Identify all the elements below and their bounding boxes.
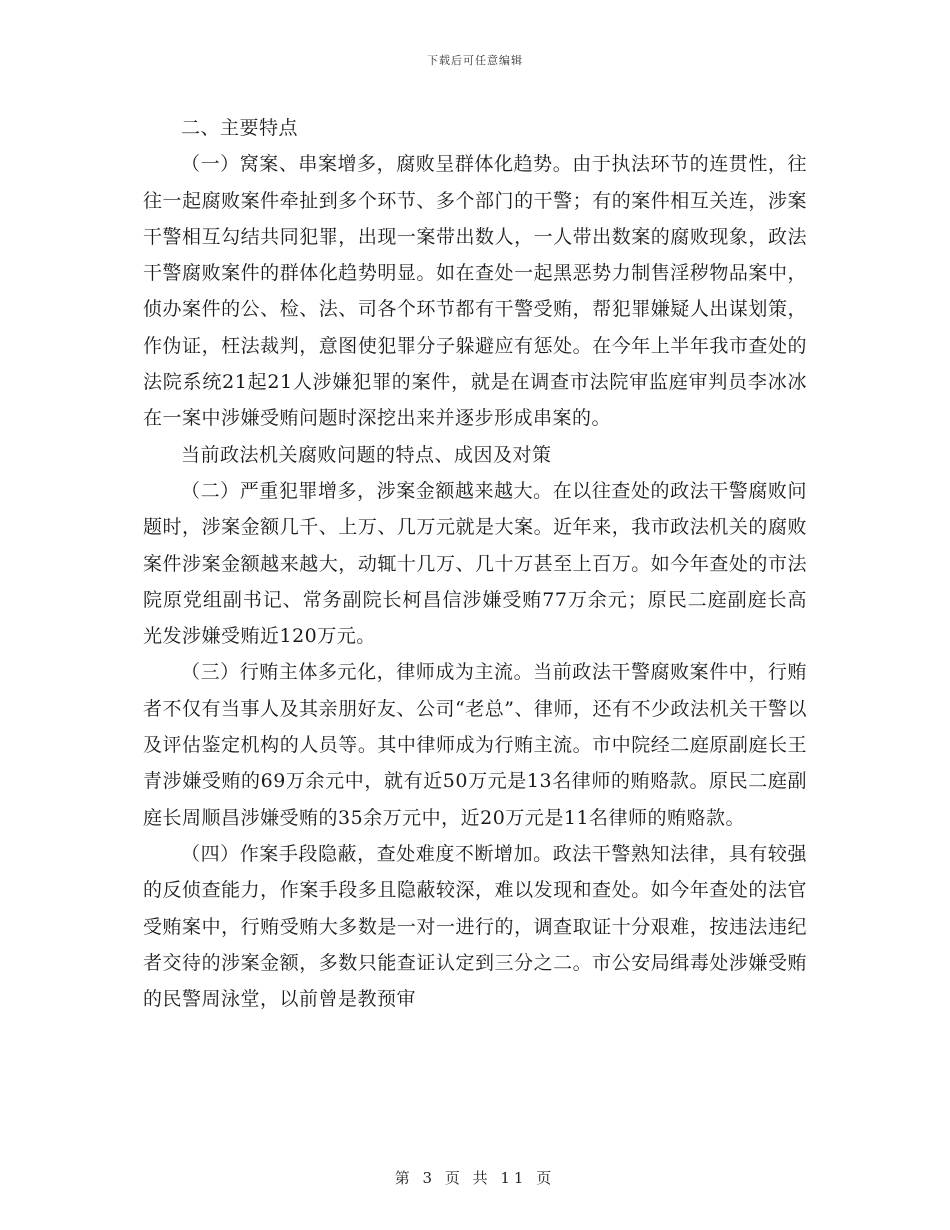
page-header-note: 下载后可任意编辑 — [427, 54, 523, 67]
page-number: 第 3 页 共 11 页 — [394, 1169, 556, 1187]
paragraph-1: （一）窝案、串案增多，腐败呈群体化趋势。由于执法环节的连贯性，往往一起腐败案件牵扯到多个环节、多个部门的干警；有的案件相互关连，涉案干警相互勾结共同犯罪，出现一案带出数人，一人带出数案的腐败现象，政法干警腐败案件的群体化趋势明显。如在查处一起黑恶势力制售淫秽物品案中，侦办案件的公、检、法、司各个环节都有干警受贿，帮犯罪嫌疑人出谋划策，作伪证，枉法裁判，意图使犯罪分子躲避应有惩处。在今年上半年我市查处的法院系统21起21人涉嫌犯罪的案件，就是在调查市法院审监庭审判员李冰冰在一案中涉嫌受贿问题时深挖出来并逐步形成串案的。 — [143, 153, 807, 430]
document-subtitle: 当前政法机关腐败问题的特点、成因及对策 — [181, 443, 552, 466]
paragraph-4: （四）作案手段隐蔽，查处难度不断增加。政法干警熟知法律，具有较强的反侦查能力，作案手段多且隐蔽较深，难以发现和查处。如今年查处的法官受贿案中，行贿受贿大多数是一对一进行的，调查取证十分艰难，按违法违纪者交待的涉案金额，多数只能查证认定到三分之二。市公安局缉毒处涉嫌受贿的民警周泳堂，以前曾是教预审 — [143, 842, 807, 1011]
section-title: 二、主要特点 — [181, 117, 299, 139]
paragraph-2: （二）严重犯罪增多，涉案金额越来越大。在以往查处的政法干警腐败问题时，涉案金额几千、上万、几万元就是大案。近年来，我市政法机关的腐败案件涉案金额越来越大，动辄十几万、几十万甚至上百万。如今年查处的市法院原党组副书记、常务副院长柯昌信涉嫌受贿77万余元；原民二庭副庭长高光发涉嫌受贿近120万元。 — [143, 479, 807, 648]
paragraph-3: （三）行贿主体多元化，律师成为主流。当前政法干警腐败案件中，行贿者不仅有当事人及其亲朋好友、公司“老总”、律师，还有不少政法机关干警以及评估鉴定机构的人员等。其中律师成为行贿主流。市中院经二庭原副庭长王青涉嫌受贿的69万余元中，就有近50万元是13名律师的贿赂款。原民二庭副庭长周顺昌涉嫌受贿的35余万元中，近20万元是11名律师的贿赂款。 — [143, 661, 807, 829]
document-body — [143, 110, 807, 1017]
